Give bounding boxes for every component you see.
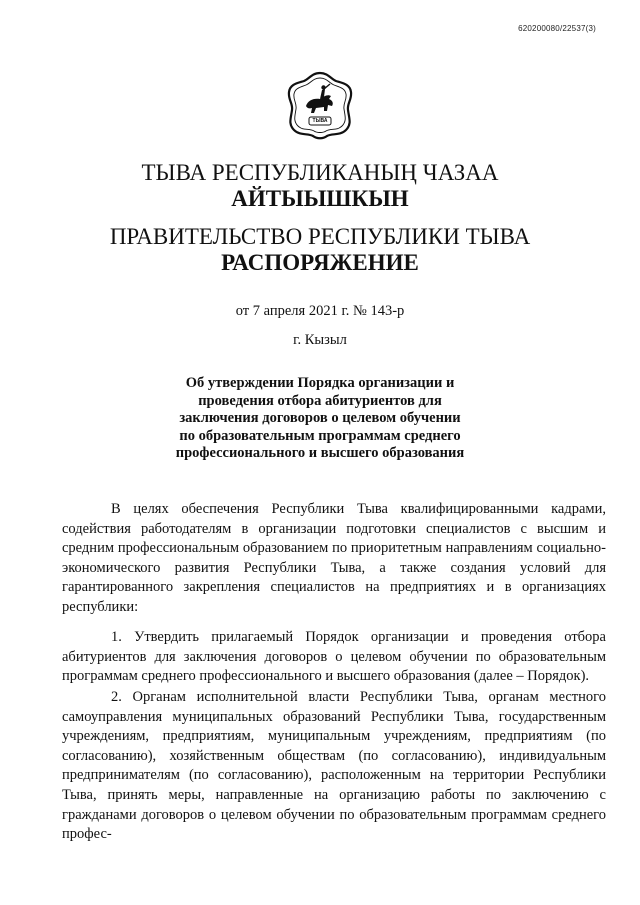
tuva-emblem-icon [284,70,356,142]
preamble-paragraph: В целях обеспечения Республики Тыва квалифицированными кадрами, содействия работодателям в организации подготовки специалистов с высшим и средним профессиональным образованием по приоритетным направлениям социально-экономического развития Республики Тыва, а также создания условий для гарантированного закрепления специалистов на предприятиях и в организациях республики: [62,501,606,615]
title-line: Об утверждении Порядка организации и [185,375,455,391]
item-2-paragraph: 2. Органам исполнительной власти Республики Тыва, органам местного самоуправления муниципальных образований Республики Тыва, государственным учреждениям, предприятиям, муниципальным учреждениям, предприятиям (по согласованию), хозяйственным обществам (по согласованию), индивидуальным предпринимателям (по согласованию), расположенным на территории Республики Тыва, принять меры, направленные на организацию работы по заключению с гражданами договоров о целевом обучении по образовательным программам среднего профес- [62,689,606,843]
header-title-russian: РАСПОРЯЖЕНИЕ [221,250,419,275]
title-line: проведения отбора абитуриентов для [198,392,442,409]
title-line: профессионального и высшего образования [175,445,465,462]
header-line-russian: ПРАВИТЕЛЬСТВО РЕСПУБЛИКИ ТЫВА [109,224,531,249]
header-title-tuvan: АЙТЫЫШКЫН [231,186,409,211]
title-line: заключения договоров о целевом обучении [179,410,461,427]
emblem-label: ТЫВА [312,118,328,124]
document-title [140,375,500,463]
item-1-paragraph: 1. Утвердить прилагаемый Порядок организации и проведения отбора абитуриентов для заключения договоров о целевом обучении по образовательным программам среднего профессионального и высшего образования (далее – Порядок). [62,629,606,685]
date-number: от 7 апреля 2021 г. № 143-р [235,303,405,319]
document-code: 620200080/22537(3) [518,24,596,33]
header-line-tuvan: ТЫВА РЕСПУБЛИКАНЫҢ ЧАЗАА [141,160,499,185]
title-line: по образовательным программам среднего [179,427,461,444]
city: г. Кызыл [293,332,347,348]
